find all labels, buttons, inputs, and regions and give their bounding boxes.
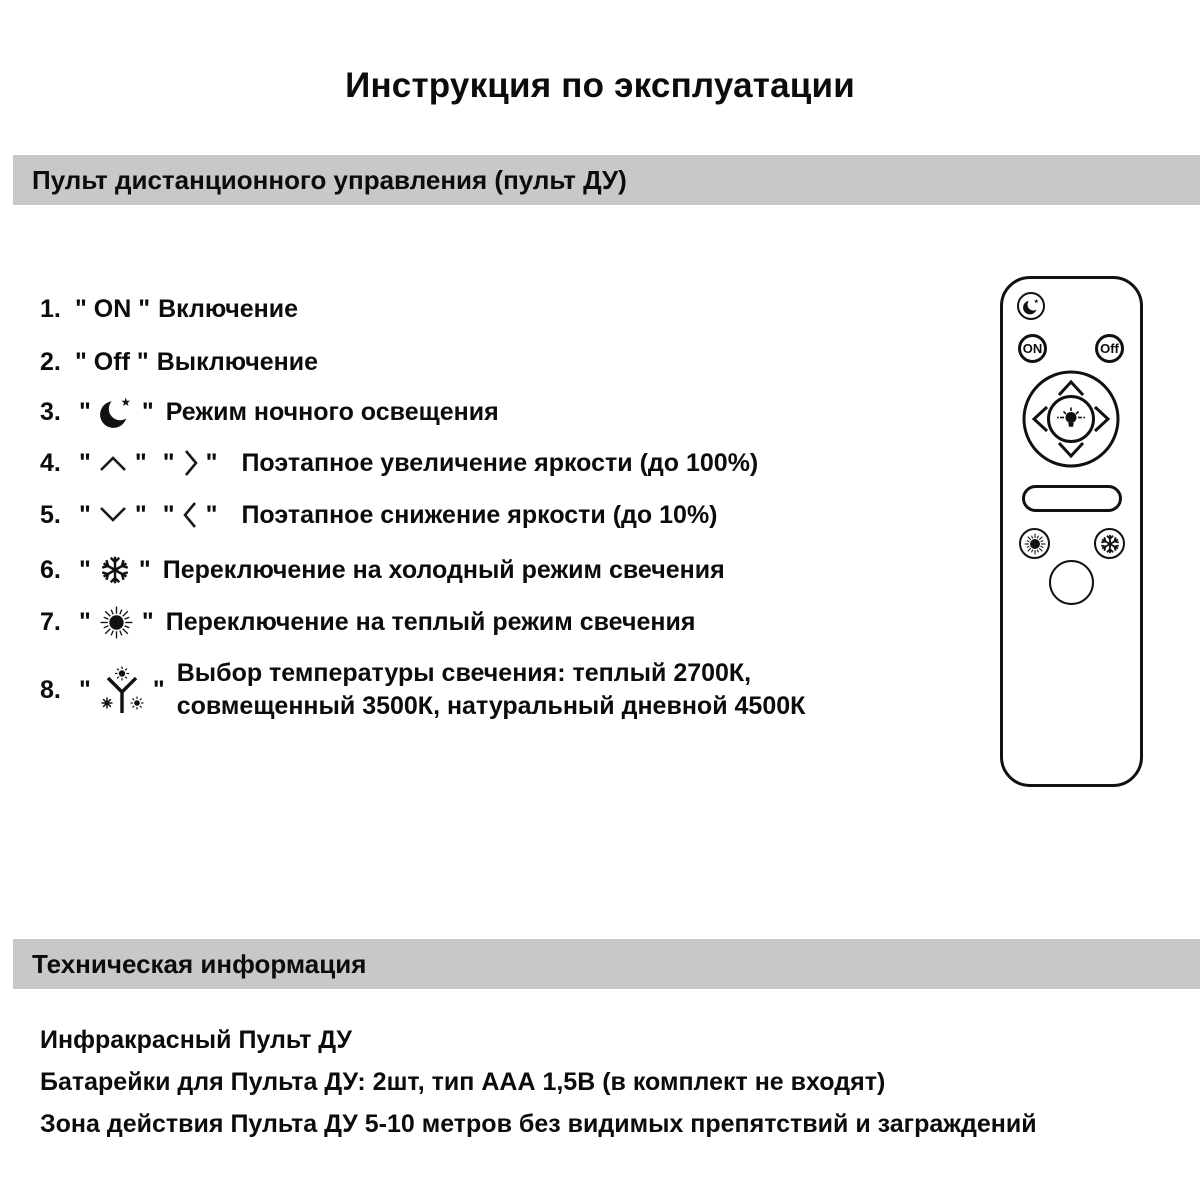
chevron-left-icon (1034, 407, 1047, 431)
open-quote: " (79, 500, 91, 529)
instruction-item-cold-mode (40, 553, 725, 587)
cold-mode-button (1094, 528, 1125, 559)
item-number: 1. (40, 295, 61, 323)
item-label: Переключение на теплый режим свечения (165, 608, 696, 636)
remote-control-illustration (1000, 276, 1143, 787)
close-quote: " (134, 500, 147, 529)
instruction-item-color-temperature (40, 657, 805, 723)
item-label: Режим ночного освещения (165, 398, 499, 426)
item-number: 4. (40, 448, 61, 477)
section-heading-remote-label: Пульт дистанционного управления (пульт ДУ) (32, 164, 627, 195)
item-number: 2. (40, 348, 61, 376)
close-quote: " (205, 448, 218, 477)
tech-info-line: Зона действия Пульта ДУ 5-10 метров без видимых препятствий и заграждений (40, 1110, 1037, 1138)
open-quote: " (79, 555, 91, 584)
item-number: 3. (40, 398, 61, 426)
item-number: 5. (40, 500, 61, 529)
open-quote: " (79, 608, 91, 636)
close-quote: " (134, 448, 147, 477)
warm-mode-button (1019, 528, 1050, 559)
instruction-item-brightness-down (40, 500, 718, 530)
open-quote: " (79, 675, 91, 704)
crescent-moon-star-icon (1022, 297, 1041, 316)
close-quote: " (141, 608, 154, 636)
crescent-moon-star-icon (98, 394, 135, 431)
on-button-label: ON (1022, 341, 1043, 356)
chevron-up-icon (1059, 382, 1083, 395)
page-title: Инструкция по эксплуатации (345, 66, 855, 105)
snowflake-icon (98, 553, 132, 587)
night-mode-button (1017, 292, 1045, 320)
close-quote: " (138, 555, 151, 584)
snowflake-icon (1099, 533, 1121, 555)
color-temperature-select-icon (98, 665, 146, 715)
chevron-right-icon (1095, 407, 1108, 431)
off-button-label: Off (1100, 341, 1119, 356)
sun-icon (98, 604, 135, 641)
close-quote: " (152, 675, 165, 704)
chevron-left-icon (182, 500, 199, 530)
item-number: 6. (40, 555, 61, 584)
section-heading-tech (13, 939, 1200, 989)
chevron-down-icon (1059, 443, 1083, 456)
tech-info-line: Инфракрасный Пульт ДУ (40, 1026, 352, 1054)
instruction-item-on (40, 295, 298, 324)
instruction-item-night-mode (40, 394, 499, 431)
item-label: Включение (158, 295, 299, 323)
item-label-line2: совмещенный 3500К, натуральный дневной 4500К (176, 692, 806, 720)
section-heading-remote (13, 155, 1200, 205)
tech-info-line: Батарейки для Пульта ДУ: 2шт, тип ААА 1,5В (в комплект не входят) (40, 1068, 886, 1096)
item-label: Переключение на холодный режим свечения (162, 555, 725, 584)
chevron-down-icon (98, 504, 128, 526)
item-number: 7. (40, 608, 61, 636)
pill-button (1022, 485, 1122, 512)
open-quote: " (162, 448, 175, 477)
item-label-line1: Выбор температуры свечения: теплый 2700К, (176, 659, 752, 687)
open-quote: " (79, 448, 91, 477)
off-button (1095, 334, 1124, 363)
nav-pad (1021, 369, 1121, 469)
close-quote: " (205, 500, 218, 529)
bulb-icon (1057, 408, 1085, 427)
chevron-right-icon (182, 448, 199, 478)
quoted-button-name: " ON " (75, 295, 151, 323)
instruction-item-brightness-up (40, 448, 758, 478)
item-number: 8. (40, 675, 61, 704)
round-button (1049, 560, 1094, 605)
quoted-button-name: " Off " (75, 348, 149, 376)
item-label: Поэтапное снижение яркости (до 10%) (241, 500, 718, 529)
instruction-item-off (40, 348, 318, 377)
on-button (1018, 334, 1047, 363)
sun-icon (1023, 532, 1047, 556)
chevron-up-icon (98, 452, 128, 474)
open-quote: " (79, 398, 91, 426)
instruction-item-warm-mode (40, 604, 695, 641)
item-label: Поэтапное увеличение яркости (до 100%) (241, 448, 759, 477)
item-label: Выключение (156, 348, 318, 376)
open-quote: " (162, 500, 175, 529)
close-quote: " (141, 398, 154, 426)
section-heading-tech-label: Техническая информация (32, 948, 367, 979)
